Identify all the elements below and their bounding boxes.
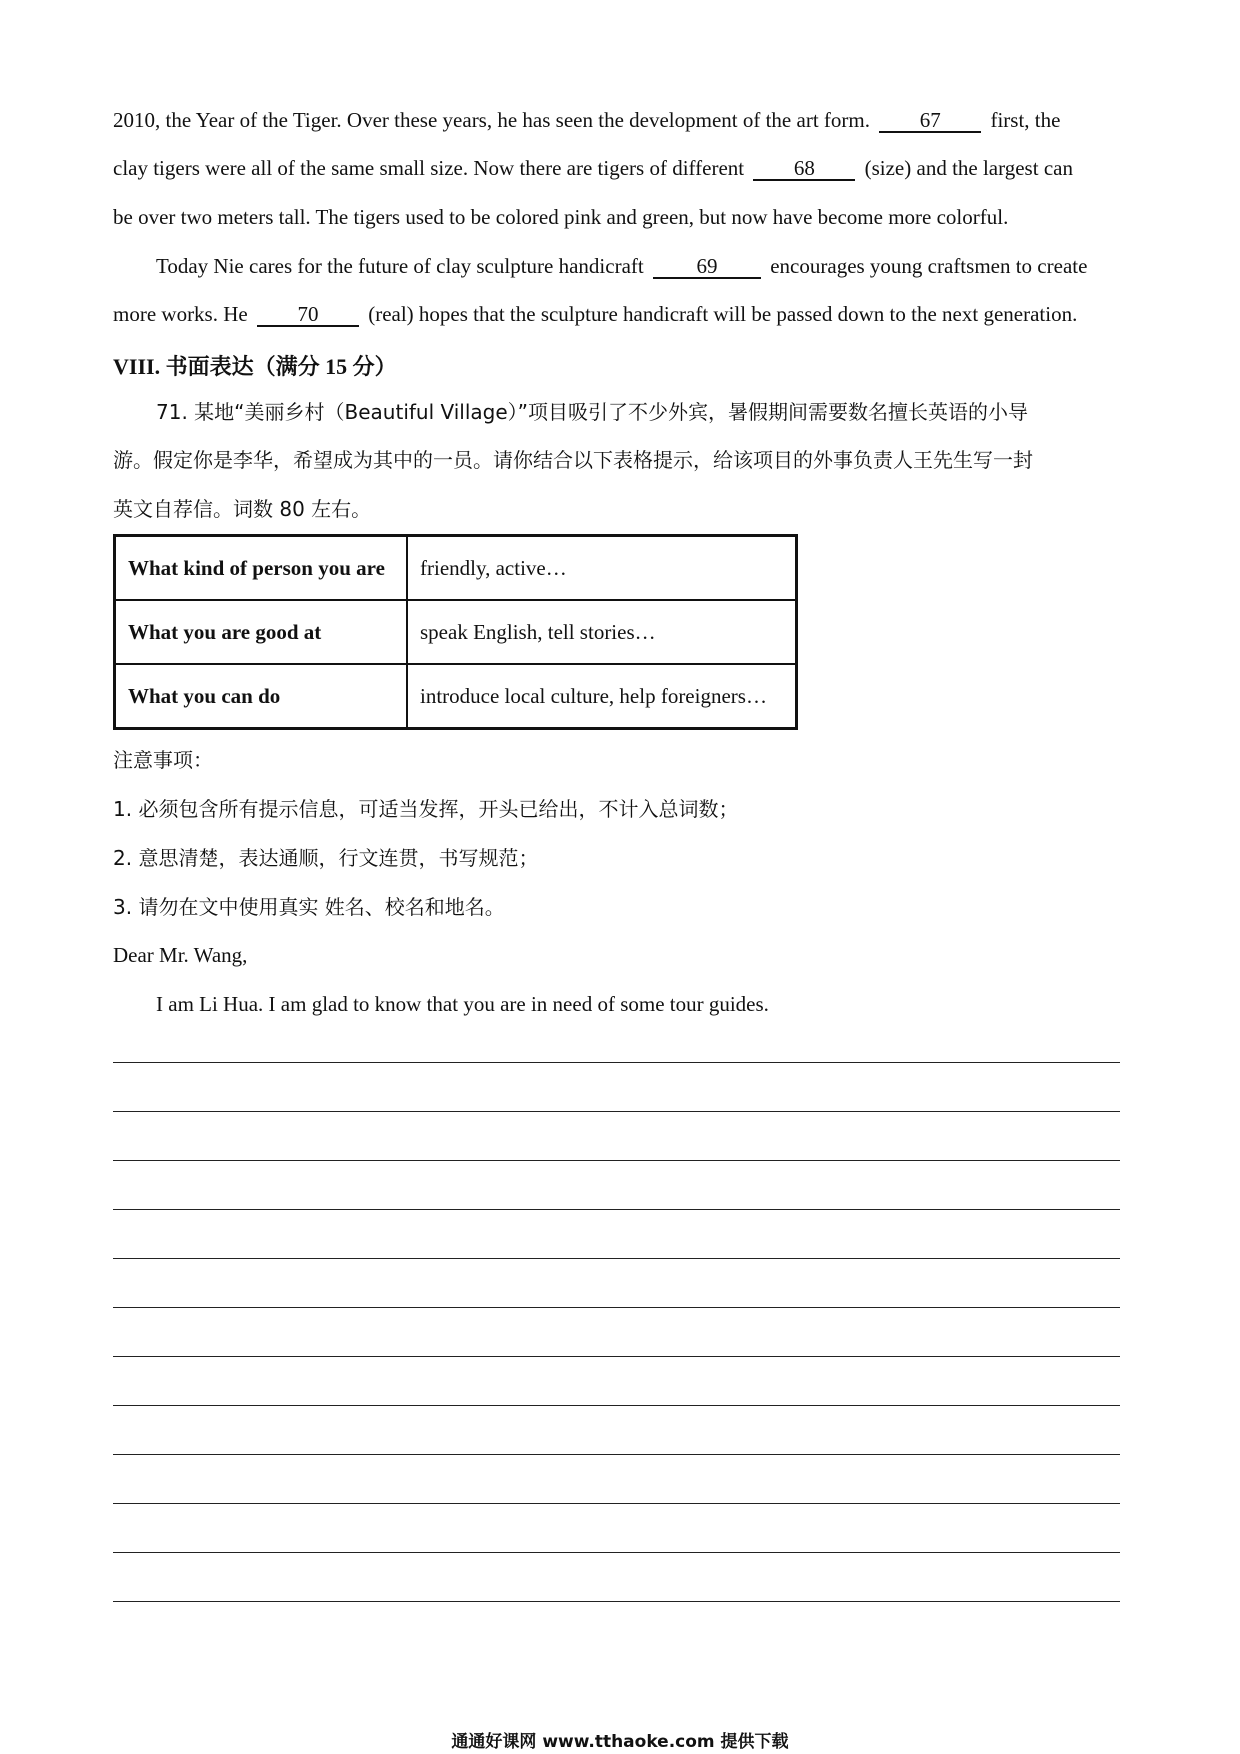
hint-table — [113, 534, 798, 730]
writing-line[interactable] — [113, 1258, 1120, 1259]
table-row — [115, 536, 797, 601]
writing-line[interactable] — [113, 1062, 1120, 1063]
writing-line[interactable] — [113, 1405, 1120, 1406]
passage-line-4 — [156, 253, 1123, 279]
answer-blank-68[interactable]: 68 — [753, 157, 855, 181]
writing-line[interactable] — [113, 1601, 1120, 1602]
passage-text: 2010, the Year of the Tiger. Over these years, he has seen the development of the art form. — [113, 108, 870, 132]
prompt-line-1: 71. 某地“美丽乡村（Beautiful Village）”项目吸引了不少外宾，暑假期间需要数名擅长英语的小导 — [156, 400, 1029, 424]
writing-line[interactable] — [113, 1552, 1120, 1553]
passage-text: first, the — [990, 108, 1061, 132]
passage-line-1 — [113, 107, 1123, 133]
passage-text: more works. He — [113, 302, 248, 326]
writing-line[interactable] — [113, 1209, 1120, 1210]
passage-text: (real) hopes that the sculpture handicraft will be passed down to the next generation. — [368, 302, 1078, 326]
passage-text: encourages young craftsmen to create — [770, 254, 1088, 278]
passage-text: be over two meters tall. The tigers used to be colored pink and green, but now have become more colorful. — [113, 205, 1009, 229]
note-3: 3. 请勿在文中使用真实 姓名、校名和地名。 — [113, 895, 505, 919]
table-row — [115, 600, 797, 664]
answer-blank-67[interactable]: 67 — [879, 109, 981, 133]
passage-text: (size) and the largest can — [864, 156, 1073, 180]
note-2: 2. 意思清楚，表达通顺，行文连贯，书写规范； — [113, 846, 539, 870]
writing-line[interactable] — [113, 1503, 1120, 1504]
passage-line-5 — [113, 301, 1123, 327]
passage-text: clay tigers were all of the same small size. Now there are tigers of different — [113, 156, 745, 180]
notes-title: 注意事项： — [113, 748, 213, 772]
letter-opening: I am Li Hua. I am glad to know that you are in need of some tour guides. — [156, 992, 769, 1016]
passage-text: Today Nie cares for the future of clay sculpture handicraft — [156, 254, 644, 278]
note-1: 1. 必须包含所有提示信息，可适当发挥，开头已给出，不计入总词数； — [113, 797, 739, 821]
prompt-line-2: 游。假定你是李华，希望成为其中的一员。请你结合以下表格提示，给该项目的外事负责人王先生写一封 — [113, 448, 1033, 472]
answer-blank-69[interactable]: 69 — [653, 255, 761, 279]
table-row — [115, 664, 797, 729]
section-heading: VIII. 书面表达（满分 15 分） — [113, 354, 397, 379]
answer-blank-70[interactable]: 70 — [257, 303, 359, 327]
letter-salutation: Dear Mr. Wang, — [113, 943, 248, 967]
writing-line[interactable] — [113, 1111, 1120, 1112]
passage-line-2 — [113, 155, 1123, 181]
passage-line-3 — [113, 204, 1123, 230]
page-footer: 通通好课网 www.tthaoke.com 提供下载 — [451, 1732, 789, 1752]
table-key-cell: What you are good at — [115, 600, 408, 664]
table-value-cell: introduce local culture, help foreigners… — [407, 664, 797, 729]
prompt-line-3: 英文自荐信。词数 80 左右。 — [113, 497, 372, 521]
table-key-cell: What you can do — [115, 664, 408, 729]
writing-line[interactable] — [113, 1160, 1120, 1161]
table-key-cell: What kind of person you are — [115, 536, 408, 601]
table-value-cell: speak English, tell stories… — [407, 600, 797, 664]
table-value-cell: friendly, active… — [407, 536, 797, 601]
writing-line[interactable] — [113, 1454, 1120, 1455]
writing-line[interactable] — [113, 1307, 1120, 1308]
writing-line[interactable] — [113, 1356, 1120, 1357]
